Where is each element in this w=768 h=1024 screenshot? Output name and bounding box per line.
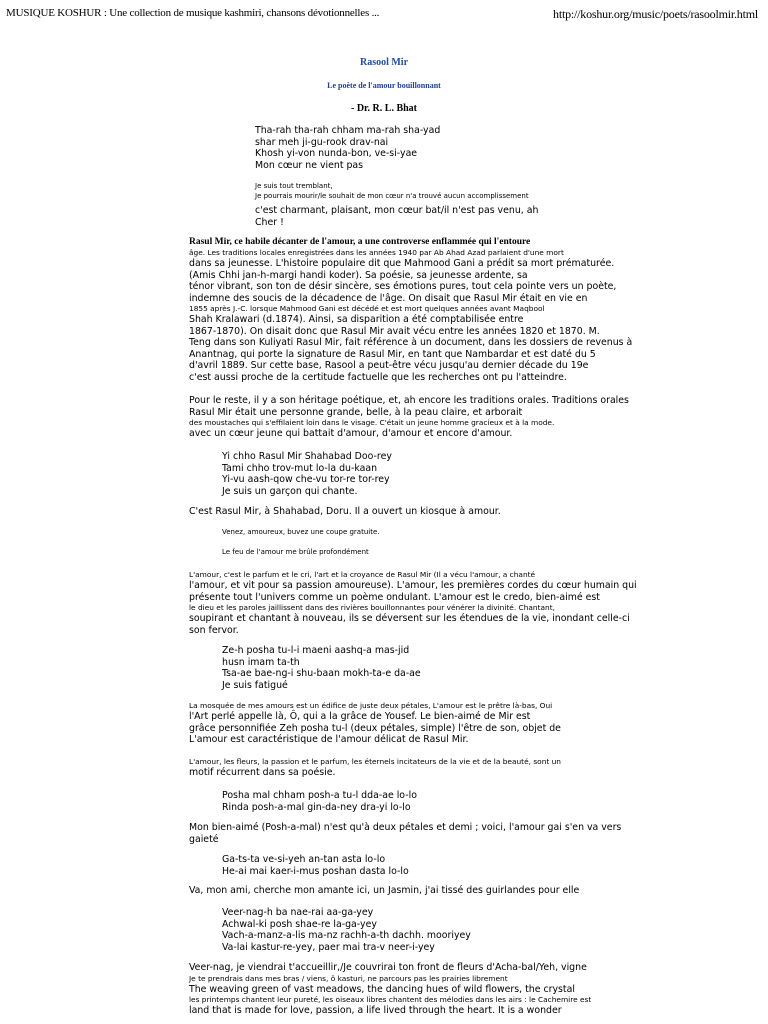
verse-block-1 [255, 125, 440, 171]
verse-line: husn imam ta-th [222, 656, 300, 668]
verse-line: Je suis fatigué [222, 679, 288, 691]
translation-line: Je pourrais mourir/le souhait de mon cœur n'a trouvé aucun accomplissement [255, 192, 529, 200]
paragraph-line: c'est aussi proche de la certitude factuelle que les recherches ont pu l'atteindre. [189, 371, 567, 383]
paragraph-heading: Rasul Mir, ce habile décanter de l'amour, a une controverse enflammée qui l'entoure [189, 237, 531, 247]
paragraph-line: dans sa jeunesse. L'histoire populaire dit que Mahmood Gani a prédit sa mort prématurée. [189, 258, 615, 269]
paragraph-line: Teng dans son Kuliyati Rasul Mir, fait référence à un document, dans les dossiers de revenus à [189, 337, 633, 348]
paragraph-line: l'Art perlé appelle là, Ô, qui a la grâce de Yousef. Le bien-aimé de Mir est [189, 711, 531, 722]
verse-line: Je suis un garçon qui chante. [222, 485, 358, 497]
paragraph-9 [189, 962, 591, 1017]
verse-line: Tsa-ae baе-ng-i shu-baan mokh-ta-e da-ae [222, 668, 421, 679]
paragraph-line: land that is made for love, passion, a life lived through the heart. It is a wonder [189, 1005, 562, 1016]
paragraph-line: son fervor. [189, 624, 239, 636]
translation-small-2: Venez, amoureux, buvez une coupe gratuite. [222, 528, 380, 536]
verse-line: Achwal-ki posh shae-re la-ga-yey [222, 918, 377, 930]
verse-line: Veer-nag-h ba nae-rai aa-ga-yey [222, 907, 374, 918]
verse-block-4 [222, 790, 417, 813]
page-title: Rasool Mir [359, 57, 409, 68]
paragraph-line: 1855 après J.-C. lorsque Mahmood Gani est décédé et est mort quelques années avant Maqbool [189, 304, 545, 313]
paragraph-line: L'amour, c'est le parfum et le cri, l'art et la croyance de Rasul Mir (Il a vécu l'amour, a chanté [189, 570, 536, 579]
paragraph-line: l'amour, et vit pour sa passion amoureuse). L'amour, les premières cordes du cœur humain qui [189, 580, 637, 591]
paragraph-line: gaieté [189, 833, 219, 845]
translation-small-3: Le feu de l'amour me brûle profondément [222, 548, 369, 556]
verse-block-2 [222, 451, 392, 497]
paragraph-6 [189, 757, 561, 779]
paragraph-5 [189, 701, 561, 746]
paragraph-line: Pour le reste, il y a son héritage poétique, et, ah encore les traditions orales. Traditions orales [189, 395, 629, 406]
verse-line: shar meh ji-gu-rook drav-nai [255, 136, 389, 148]
paragraph-1 [189, 237, 632, 383]
paragraph-line: présente tout l'univers comme un poème ondulant. L'amour est le credo, bien-aimé est [189, 591, 600, 603]
verse-line: Vach-a-manz-a-lis ma-nz rachh-a-th dachh. mooriyey [222, 930, 471, 941]
verse-line: Va-lai kastur-re-yey, paer mai tra-v neer-i-yey [222, 941, 435, 953]
paragraph-2 [189, 395, 629, 440]
paragraph-line: Mon bien-aimé (Posh-a-mal) n'est qu'à deux pétales et demi ; voici, l'amour gai s'en va vers [189, 822, 622, 833]
author-line: - Dr. R. L. Bhat [350, 103, 418, 114]
paragraph-line: Rasul Mir était une personne grande, belle, à la peau claire, et arborait [189, 406, 523, 418]
verse-line: Yi-vu aash-qow che-vu tor-re tor-rey [222, 474, 390, 485]
paragraph-line: L'amour est caractéristique de l'amour délicat de Rasul Mir. [189, 734, 469, 745]
paragraph-line: indemne des soucis de la décadence de l'âge. On disait que Rasul Mir était en vie en [189, 292, 588, 304]
paragraph-line: The weaving green of vast meadows, the dancing hues of wild flowers, the crystal [189, 983, 575, 995]
verse-line: Cher ! [255, 216, 284, 228]
page-header-url: http://koshur.org/music/poets/rasoolmir.html [553, 7, 758, 21]
page-subtitle: Le poète de l'amour bouillonnant [327, 81, 441, 90]
translation-line: Je suis tout tremblant, [255, 182, 333, 190]
verse-line: Yi chho Rasul Mir Shahabad Doo-rey [222, 451, 392, 462]
translation-small-1 [255, 181, 529, 201]
paragraph-line: La mosquée de mes amours est un édifice de juste deux pétales, L'amour est le prêtre là-bas, Oui [189, 701, 553, 710]
verse-line: Tami chho trov-mut lo-la du-kaan [222, 462, 378, 474]
paragraph-line: avec un cœur jeune qui battait d'amour, d'amour et encore d'amour. [189, 428, 513, 439]
paragraph-8: Va, mon ami, cherche mon amante ici, un Jasmin, j'ai tissé des guirlandes pour elle [189, 885, 580, 896]
paragraph-3: C'est Rasul Mir, à Shahabad, Doru. Il a ouvert un kiosque à amour. [189, 506, 501, 517]
paragraph-line: 1867-1870). On disait donc que Rasul Mir avait vécu entre les années 1820 et 1870. M. [189, 325, 600, 337]
verse-block-5 [222, 854, 409, 877]
verse-line: Rinda posh-a-mal gin-da-ney dra-yi lo-lo [222, 801, 411, 813]
paragraph-line: L'amour, les fleurs, la passion et le parfum, les éternels incitateurs de la vie et de la beauté, sont un [189, 757, 561, 766]
verse-line: Ga-ts-ta ve-si-yeh an-tan asta lo-lo [222, 854, 386, 865]
verse-line: Tha-rah tha-rah chham ma-rah sha-yad [255, 125, 441, 136]
paragraph-line: d'avril 1889. Sur cette base, Rasool a peut-être vécu jusqu'au dernier décade du 19e [189, 360, 589, 371]
verse-line: He-ai mai kaer-i-mus poshan dasta lo-lo [222, 865, 409, 877]
page-header-title: MUSIQUE KOSHUR : Une collection de musique kashmiri, chansons dévotionnelles ... [6, 7, 380, 19]
verse-line: Mon cœur ne vient pas [255, 159, 364, 171]
paragraph-line: âge. Les traditions locales enregistrées dans les années 1940 par Ab Ahad Azad parlaient d'une mort [189, 248, 564, 257]
paragraph-line: Anantnag, qui porte la signature de Rasul Mir, en tant que Nambardar et est daté du 5 [189, 348, 596, 360]
verse-line: c'est charmant, plaisant, mon cœur bat/il n'est pas venu, ah [255, 205, 539, 216]
paragraph-4 [189, 570, 637, 636]
verse-block-6 [222, 907, 471, 953]
paragraph-7 [189, 822, 621, 845]
paragraph-line: les printemps chantent leur pureté, les oiseaux libres chantent des mélodies dans les airs : le Cachemire est [189, 995, 592, 1004]
paragraph-line: Shah Kralawari (d.1874). Ainsi, sa disparition a été comptabilisée entre [189, 314, 524, 325]
verse-line: Khosh yi-von nunda-bon, ve-si-yae [255, 148, 418, 159]
paragraph-line: soupirant et chantant à nouveau, ils se déversent sur les étendues de la vie, inondant celle-ci [189, 613, 630, 624]
verse-block-1b [255, 205, 538, 228]
verse-block-3 [222, 645, 421, 691]
verse-line: Ze-h posha tu-l-i maeni aashq-a mas-jid [222, 645, 410, 656]
paragraph-line: motif récurrent dans sa poésie. [189, 767, 336, 778]
paragraph-line: le dieu et les paroles jaillissent dans des rivières bouillonnantes pour vénérer la divinité. Chantant, [189, 603, 555, 612]
paragraph-line: ténor vibrant, son ton de désir sincère, ses émotions pures, tout cela pointe vers un poète, [189, 281, 617, 292]
paragraph-line: grâce personnifiée Zeh posha tu-l (deux pétales, simple) l'être de son, objet de [189, 722, 561, 734]
paragraph-line: Veer-nag, je viendrai t'accueillir,/Je couvrirai ton front de fleurs d'Acha-bal/Yeh, vigne [189, 962, 587, 973]
paragraph-line: (Amis Chhi jan-h-margi handi koder). Sa poésie, sa jeunesse ardente, sa [189, 269, 528, 281]
paragraph-line: des moustaches qui s'effilaient loin dans le visage. C'était un jeune homme gracieux et à la mode. [189, 418, 555, 427]
verse-line: Posha mal chham posh-a tu-l dda-ae lo-lo [222, 790, 417, 801]
paragraph-line: Je te prendrais dans mes bras / viens, ô kasturi, ne parcours pas les prairies librement [189, 973, 508, 983]
